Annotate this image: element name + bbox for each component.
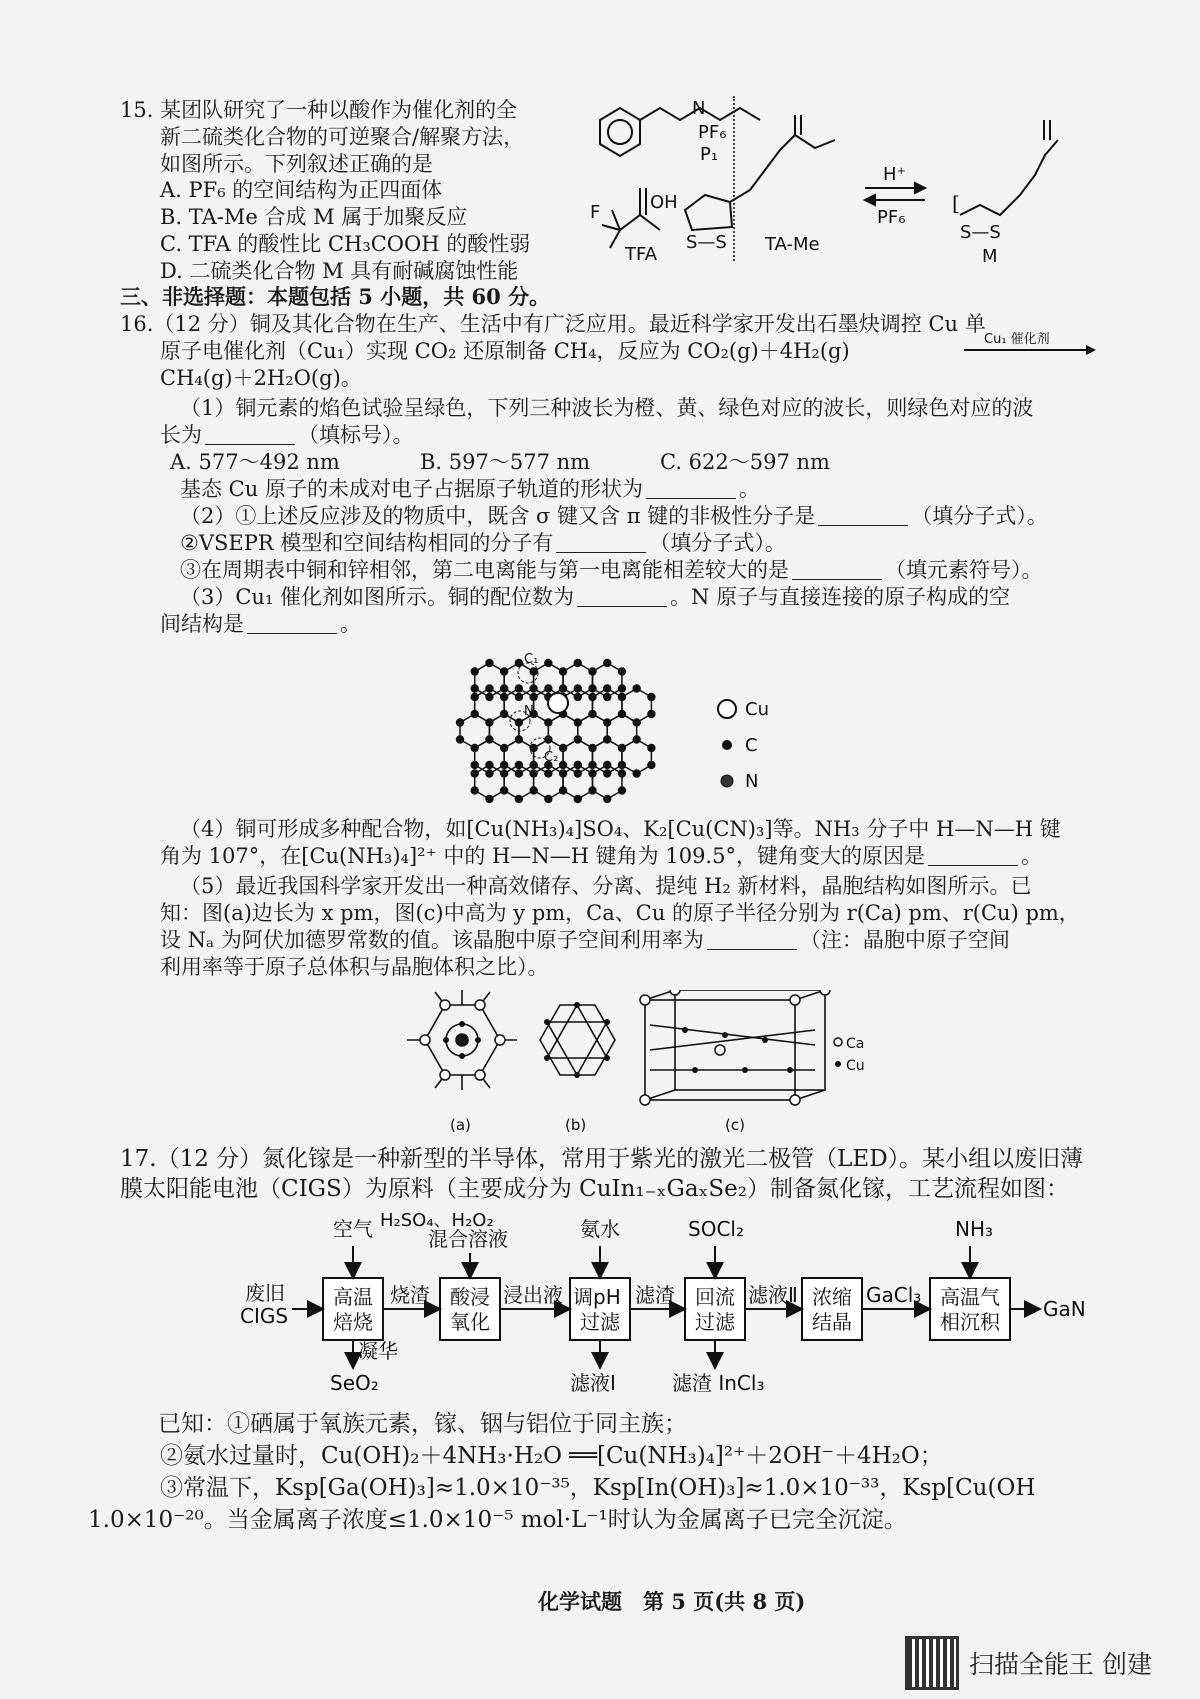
output-seo2: SeO₂ — [330, 1371, 379, 1395]
output-incl3: 滤渣 InCl₃ — [672, 1371, 765, 1395]
box-reflux-2: 过滤 — [695, 1310, 735, 1334]
carbon-atom — [603, 684, 611, 692]
carbon-atom — [574, 718, 582, 726]
carbon-atom — [485, 659, 493, 667]
q16-part3-a: （3）Cu₁ 催化剂如图所示。铜的配位数为 。N 原子与直接连接的原子构成的空 — [180, 585, 1011, 609]
flow-end-gan: GaN — [1043, 1297, 1086, 1321]
carbon-atom — [574, 693, 582, 701]
box-concentrate-2: 结晶 — [812, 1310, 852, 1334]
legend-cu: Cu — [745, 699, 769, 720]
carbon-atom — [588, 761, 596, 769]
cu1-legend — [715, 695, 805, 805]
scanner-watermark — [905, 1636, 1152, 1690]
carbon-atom — [647, 693, 655, 701]
carbon-atom — [456, 735, 464, 743]
carbon-atom — [515, 735, 523, 743]
q17-known-2: ②氨水过量时，Cu(OH)₂＋4NH₃·H₂O ══[Cu(NH₃)₄]²⁺＋2OH⁻＋4H₂O； — [160, 1443, 943, 1469]
carbon-atom — [485, 684, 493, 692]
q15-stem-3: 如图所示。下列叙述正确的是 — [160, 152, 433, 176]
arrow-label-residue: 滤渣 — [635, 1283, 675, 1307]
q17-known-4: 1.0×10⁻²⁰。当金属离子浓度≤1.0×10⁻⁵ mol·L⁻¹时认为金属离子已完全沉淀。 — [88, 1507, 907, 1533]
carbon-atom — [559, 744, 567, 752]
carbon-atom — [485, 693, 493, 701]
fig-c-label: (c) — [725, 1116, 745, 1134]
carbon-atom — [500, 769, 508, 777]
carbon-atom — [515, 795, 523, 803]
arrow-label-gacl3: GaCl₃ — [866, 1283, 922, 1307]
carbon-atom — [618, 684, 626, 692]
answer-blank-2[interactable] — [646, 478, 736, 499]
carbon-atom — [529, 786, 537, 794]
carbon-atom — [515, 761, 523, 769]
carbon-atom — [485, 769, 493, 777]
input-air: 空气 — [333, 1217, 373, 1241]
q16-option-a: A. 577～492 nm — [170, 450, 340, 474]
carbon-atom — [574, 761, 582, 769]
carbon-atom — [603, 769, 611, 777]
carbon-atom — [544, 795, 552, 803]
box-cvd-1: 高温气 — [940, 1285, 1000, 1309]
fluorine-label: F — [590, 202, 601, 223]
carbon-atom — [588, 667, 596, 675]
carbon-atom — [471, 744, 479, 752]
answer-blank-4[interactable] — [556, 532, 646, 553]
n-plus-label: N — [692, 98, 706, 119]
q16-intro-3: CH₄(g)＋2H₂O(g)。 — [160, 366, 362, 390]
carbon-atom — [529, 761, 537, 769]
carbon-atom — [500, 684, 508, 692]
carbon-atom — [515, 718, 523, 726]
q16-part5-d: 利用率等于原子总体积与晶胞体积之比）。 — [160, 955, 549, 979]
carbon-atom — [500, 786, 508, 794]
carbon-atom — [632, 769, 640, 777]
legend-c: C — [745, 735, 758, 756]
carbon-atom — [471, 769, 479, 777]
reaction-arrow — [960, 328, 1100, 358]
carbon-atom — [529, 744, 537, 752]
carbon-atom — [618, 693, 626, 701]
box-ph-1: 调pH — [573, 1285, 621, 1309]
answer-blank-7[interactable] — [247, 613, 337, 634]
flow-start-1: 废旧 — [245, 1281, 285, 1305]
carbon-atom — [485, 795, 493, 803]
arrow-label-slag: 烧渣 — [390, 1283, 430, 1307]
carbon-atom — [588, 710, 596, 718]
atom-label: N — [524, 704, 534, 719]
box-concentrate-1: 浓缩 — [812, 1285, 852, 1309]
arrow-label-filtrate2: 滤液Ⅱ — [748, 1283, 798, 1307]
q16-option-c: C. 622～597 nm — [660, 450, 830, 474]
answer-blank-8[interactable] — [928, 845, 1018, 866]
input-acid-1: H₂SO₄、H₂O₂ — [380, 1210, 494, 1231]
carbon-atom — [485, 718, 493, 726]
q17-intro-2: 膜太阳能电池（CIGS）为原料（主要成分为 CuIn₁₋ₓGaₓSe₂）制备氮化镓，工艺流程如图： — [120, 1176, 1069, 1202]
box-ph-2: 过滤 — [580, 1310, 620, 1334]
carbon-atom — [500, 710, 508, 718]
q15-stem-1: 15. 某团队研究了一种以酸作为催化剂的全 — [120, 98, 518, 122]
q16-part5-c: 设 Nₐ 为阿伏加德罗常数的值。该晶胞中原子空间利用率为 （注：晶胞中原子空间 — [160, 928, 1010, 952]
carbon-atom — [471, 693, 479, 701]
carbon-atom — [632, 735, 640, 743]
tfa-label: TFA — [625, 244, 658, 265]
q17-known-3: ③常温下，Ksp[Ga(OH)₃]≈1.0×10⁻³⁵，Ksp[In(OH)₃]≈1.0×10⁻³³，Ksp[Cu(OH — [160, 1475, 1036, 1501]
box-reflux-1: 回流 — [695, 1285, 735, 1309]
page-footer: 化学试题 第 5 页(共 8 页) — [538, 1589, 806, 1614]
answer-blank-6[interactable] — [577, 586, 667, 607]
carbon-atom — [647, 710, 655, 718]
carbon-atom — [515, 769, 523, 777]
q16-part1-b: 长为 （填标号）。 — [160, 423, 414, 447]
q16-part3-b: 间结构是 。 — [160, 612, 361, 636]
reaction-condition: Cu₁ 催化剂 — [984, 332, 1050, 347]
output-sublimate: 凝华 — [358, 1339, 398, 1363]
legend-cu-crystal: Cu — [846, 1058, 865, 1074]
carbon-atom — [618, 710, 626, 718]
carbon-atom — [603, 761, 611, 769]
q15-chemical-structures — [580, 90, 1060, 265]
q15-option-c: C. TFA 的酸性比 CH₃COOH 的酸性弱 — [160, 232, 531, 256]
carbon-atom — [500, 693, 508, 701]
oh-label: OH — [650, 192, 678, 213]
fig-b-label: (b) — [565, 1116, 587, 1134]
input-acid-2: 混合溶液 — [428, 1227, 508, 1251]
carbon-atom — [603, 735, 611, 743]
arrow-label-leachate: 浸出液 — [503, 1283, 563, 1307]
q16-part2-a: （2）①上述反应涉及的物质中，既含 σ 键又含 π 键的非极性分子是 （填分子式）。 — [180, 504, 1048, 528]
tame-ss-label: S—S — [686, 232, 727, 253]
q15-option-a: A. PF₆ 的空间结构为正四面体 — [160, 178, 443, 202]
carbon-atom — [456, 718, 464, 726]
carbon-atom — [632, 718, 640, 726]
atom-label: C₁ — [524, 652, 539, 667]
carbon-atom — [603, 693, 611, 701]
svg-text:[: [ — [952, 191, 960, 215]
q16-part4-a: （4）铜可形成多种配合物，如[Cu(NH₃)₄]SO₄、K₂[Cu(CN)₃]等。NH₃ 分子中 H—N—H 键 — [180, 817, 1061, 841]
carbon-atom — [588, 693, 596, 701]
scanner-text: 扫描全能王 创建 — [969, 1650, 1152, 1679]
carbon-atom — [647, 761, 655, 769]
carbon-atom — [500, 761, 508, 769]
q15-option-d: D. 二硫类化合物 M 具有耐碱腐蚀性能 — [160, 259, 519, 283]
carbon-atom — [544, 769, 552, 777]
section-3-heading: 三、非选择题：本题包括 5 小题，共 60 分。 — [120, 284, 551, 309]
q16-part2-b: ②VSEPR 模型和空间结构相同的分子有 （填分子式）。 — [180, 531, 786, 555]
carbon-atom — [603, 795, 611, 803]
q16-part1-a: （1）铜元素的焰色试验呈绿色，下列三种波长为橙、黄、绿色对应的波长，则绿色对应的波 — [180, 396, 1034, 420]
fig-a-label: (a) — [450, 1116, 471, 1134]
q16-part5-b: 知：图(a)边长为 x pm，图(c)中高为 y pm，Ca、Cu 的原子半径分别为 r(Ca) pm、r(Cu) pm， — [160, 901, 1080, 925]
atom-label: C₂ — [544, 750, 559, 765]
crystal-structure-figure — [395, 990, 865, 1140]
carbon-atom — [588, 684, 596, 692]
flow-start-2: CIGS — [240, 1304, 289, 1328]
process-flow-chart — [230, 1208, 1100, 1398]
output-filtrate1: 滤液Ⅰ — [570, 1371, 616, 1395]
condition-bottom: PF₆ — [877, 207, 906, 228]
q16-intro-1: 16.（12 分）铜及其化合物在生产、生活中有广泛应用。最近科学家开发出石墨炔调控 Cu 单 — [120, 312, 986, 336]
box-roast-1: 高温 — [333, 1285, 373, 1309]
legend-ca: Ca — [846, 1036, 865, 1052]
answer-blank-3[interactable] — [818, 505, 908, 526]
q16-part2-c: ③在周期表中铜和锌相邻，第二电离能与第一电离能相差较大的是 （填元素符号）。 — [180, 558, 1043, 582]
input-ammonia: 氨水 — [580, 1217, 620, 1241]
qr-code-icon — [905, 1636, 959, 1690]
condition-top: H⁺ — [883, 164, 907, 185]
carbon-atom — [647, 744, 655, 752]
box-roast-2: 焙烧 — [333, 1310, 373, 1334]
carbon-atom — [544, 718, 552, 726]
carbon-atom — [529, 684, 537, 692]
tame-label: TA-Me — [765, 234, 820, 255]
carbon-atom — [559, 667, 567, 675]
pf6-label: PF₆ — [698, 122, 727, 143]
copper-atom — [548, 693, 568, 713]
carbon-atom — [471, 710, 479, 718]
carbon-atom — [559, 761, 567, 769]
carbon-atom — [471, 684, 479, 692]
carbon-atom — [588, 769, 596, 777]
carbon-atom — [471, 761, 479, 769]
carbon-atom — [471, 786, 479, 794]
q15-stem-2: 新二硫类化合物的可逆聚合/解聚方法， — [160, 125, 525, 149]
carbon-atom — [559, 769, 567, 777]
legend-n: N — [745, 771, 759, 792]
carbon-atom — [603, 718, 611, 726]
carbon-atom — [618, 744, 626, 752]
carbon-atom — [500, 667, 508, 675]
carbon-atom — [529, 693, 537, 701]
answer-blank-1[interactable] — [205, 424, 295, 445]
carbon-atom — [574, 735, 582, 743]
carbon-atom — [588, 744, 596, 752]
carbon-atom — [485, 735, 493, 743]
carbon-atom — [618, 667, 626, 675]
q17-intro-1: 17.（12 分）氮化镓是一种新型的半导体，常用于紫光的激光二极管（LED）。某小组以废旧薄 — [120, 1146, 1084, 1172]
carbon-atom — [574, 659, 582, 667]
carbon-atom — [559, 786, 567, 794]
carbon-atom — [529, 769, 537, 777]
carbon-atom — [544, 659, 552, 667]
box-cvd-2: 相沉积 — [940, 1310, 1000, 1334]
carbon-atom — [603, 659, 611, 667]
carbon-atom — [559, 684, 567, 692]
carbon-atom — [574, 684, 582, 692]
carbon-atom — [618, 761, 626, 769]
carbon-atom — [574, 795, 582, 803]
carbon-atom — [618, 769, 626, 777]
carbon-atom — [574, 769, 582, 777]
q16-part5-a: （5）最近我国科学家开发出一种高效储存、分离、提纯 H₂ 新材料，晶胞结构如图所示。已 — [180, 874, 1032, 898]
q16-part1-c: 基态 Cu 原子的未成对电子占据原子轨道的形状为 。 — [180, 477, 760, 501]
m-ss-label: S—S — [960, 222, 1001, 243]
box-leach-1: 酸浸 — [450, 1285, 490, 1309]
answer-blank-5[interactable] — [792, 559, 882, 580]
answer-blank-9[interactable] — [707, 929, 797, 950]
carbon-atom — [515, 693, 523, 701]
m-label: M — [982, 246, 998, 265]
carbon-atom — [618, 786, 626, 794]
q15-option-b: B. TA-Me 合成 M 属于加聚反应 — [160, 205, 468, 229]
carbon-atom — [544, 684, 552, 692]
carbon-atom — [471, 667, 479, 675]
q16-intro-2: 原子电催化剂（Cu₁）实现 CO₂ 还原制备 CH₄，反应为 CO₂(g)＋4H₂(g) — [160, 339, 850, 363]
q16-part4-b: 角为 107°，在[Cu(NH₃)₄]²⁺ 中的 H—N—H 键角为 109.5°，键角变大的原因是 。 — [160, 844, 1042, 868]
carbon-atom — [588, 786, 596, 794]
carbon-atom — [515, 659, 523, 667]
box-leach-2: 氧化 — [450, 1310, 490, 1334]
carbon-atom — [500, 744, 508, 752]
carbon-atom — [515, 684, 523, 692]
q17-known-1: 已知：①硒属于氧族元素，镓、铟与铝位于同主族； — [158, 1411, 687, 1437]
q16-option-b: B. 597～577 nm — [420, 450, 591, 474]
input-nh3: NH₃ — [955, 1217, 994, 1241]
carbon-atom — [632, 684, 640, 692]
input-socl2: SOCl₂ — [688, 1217, 744, 1241]
p1-label: P₁ — [700, 144, 719, 165]
carbon-atom — [485, 761, 493, 769]
